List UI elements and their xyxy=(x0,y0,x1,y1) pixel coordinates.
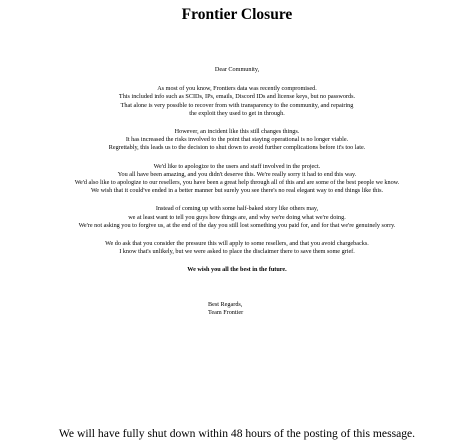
letter-line: That alone is very possible to recover from with transparency to the community, and repairing xyxy=(120,101,354,109)
letter-line: However, an incident like this still changes things. xyxy=(174,128,300,136)
letter-line: It has increased the risks involved to the point that staying operational is no longer viable. xyxy=(125,136,349,144)
letter-line: the exploit they used to get in through. xyxy=(189,109,285,117)
letter-salutation xyxy=(0,66,474,74)
letter-paragraph-honesty xyxy=(0,205,474,230)
letter-signoff xyxy=(0,301,474,317)
letter-line: You all have been amazing, and you didn't deserve this. We're really sorry it had to end this way. xyxy=(117,170,357,178)
letter-line: As most of you know, Frontiers data was recently compromised. xyxy=(157,85,317,93)
letter-line: we at least want to tell you guys how things are, and why we're doing what we're doing. xyxy=(128,213,346,221)
signoff-line: Best Regards, xyxy=(208,300,243,308)
letter-line: We wish that it could've ended in a better manner but surely you see there's no real elegant way to end things like this. xyxy=(90,187,384,195)
letter-line: We'd also like to apologize to our resellers, you have been a great help through all of this and are some of the best people we know. xyxy=(74,179,400,187)
letter-paragraph-apology xyxy=(0,163,474,196)
letter-line: We're not asking you to forgive us, at the end of the day you still lost something you paid for, and for that we're genuinely sorry. xyxy=(78,221,396,229)
closing-line: We wish you all the best in the future. xyxy=(187,266,287,274)
letter-line: Instead of coming up with some half-baked story like others may, xyxy=(155,205,319,213)
letter-closing xyxy=(0,266,474,274)
letter-line: We'd like to apologize to the users and staff involved in the project. xyxy=(153,162,321,170)
salutation-line: Dear Community, xyxy=(214,66,260,73)
letter-line: I know that's unlikely, but we were asked to place the disclaimer there to save them some grief. xyxy=(119,248,355,256)
letter-paragraph-decision xyxy=(0,128,474,153)
letter-paragraph-chargebacks xyxy=(0,240,474,256)
letter-paragraph-breach xyxy=(0,85,474,118)
letter-line: This included info such as SCIDs, IPs, emails, Discord IDs and license keys, but no passwords. xyxy=(118,93,356,101)
letter-line: Regrettably, this leads us to the decision to shut down to avoid further complications before it's too late. xyxy=(108,144,366,152)
closure-letter xyxy=(0,66,474,317)
signoff-line: Team Frontier xyxy=(208,308,244,316)
page-title: Frontier Closure xyxy=(181,6,293,23)
letter-line: We do ask that you consider the pressure this will apply to some resellers, and that you avoid chargebacks. xyxy=(105,240,369,248)
shutdown-notice: We will have fully shut down within 48 hours of the posting of this message. xyxy=(58,427,416,440)
